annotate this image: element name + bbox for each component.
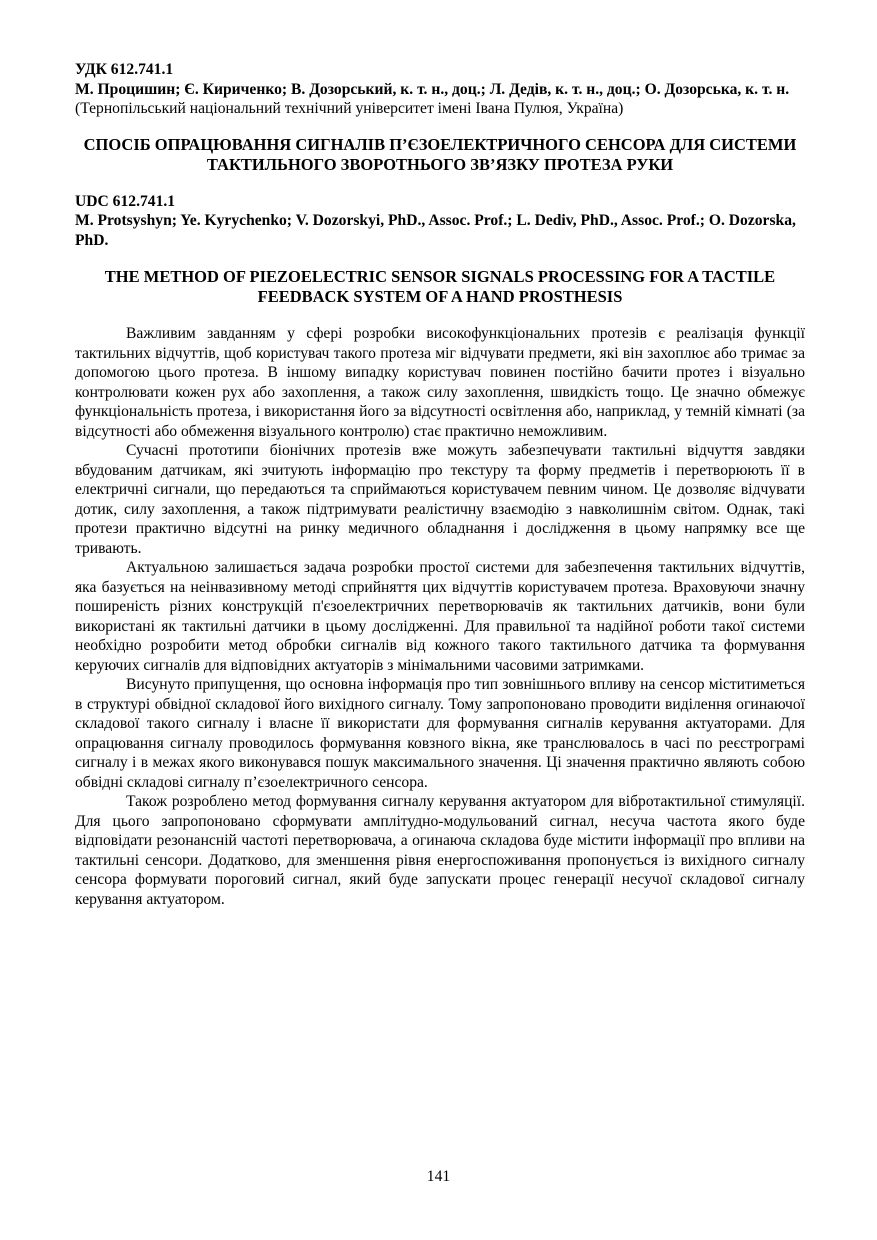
udk-code-ua: УДК 612.741.1 [75, 61, 174, 78]
authors-en: M. Protsyshyn; Ye. Kyrychenko; V. Dozorskyi, PhD., Assoc. Prof.; L. Dediv, PhD., Assoc. Prof.; O. Dozorska, PhD. [75, 212, 796, 249]
affiliation-ua: (Тернопільський національний технічний університет імені Івана Пулюя, Україна) [75, 100, 624, 117]
body-paragraph: Важливим завданням у сфері розробки високофункціональних протезів є реалізація функції тактильних відчуттів, щоб користувач такого протеза міг відчувати предмети, які він захоплює або тримає за допомогою цього протеза. В іншому випадку користувач повинен постійно бачити протез і візуально контролювати кожен рух або захоплення, а також силу захоплення, швидкість тощо. Це значно обмежує функціональність протеза, і використання його за відсутності освітлення або, наприклад, у темній кімнаті (за відсутності або обмеження візуального контролю) стає практично неможливим. [75, 325, 805, 440]
body-paragraph: Висунуто припущення, що основна інформація про тип зовнішнього впливу на сенсор міститиметься в структурі обвідної складової його вихідного сигналу. Тому запропоновано проводити виділення огинаючої складової такого сигналу і власне її використати для формування сигналів керування актуаторами. Для опрацювання сигналу проводилось формування ковзного вікна, яке транслювалось в часі по реєстрограмі сигналу і в межах якого виконувався пошук максимального значення. Ці значення практично являють собою обвідні складові сигналу п’єзоелектричного сенсора. [75, 676, 805, 791]
article-body [75, 324, 805, 909]
body-paragraph: Також розроблено метод формування сигналу керування актуатором для вібротактильної стимуляції. Для цього запропоновано сформувати амплітудно-модульований сигнал, несуча частота якого буде відповідати резонансній частоті перетворювача, а огинаюча складова буде містити інформації про впливи на тактильні сенсори. Додатково, для зменшення рівня енергоспоживання пропонується із вихідного сигналу сенсора формувати пороговий сигнал, який буде запускати процес генерації несучої складової сигналу керування актуатором. [75, 793, 805, 908]
title-en: THE METHOD OF PIEZOELECTRIC SENSOR SIGNALS PROCESSING FOR A TACTILE FEEDBACK SYSTEM OF A HAND PROSTHESIS [104, 267, 776, 306]
udc-code-en: UDC 612.741.1 [75, 192, 176, 210]
authors-ua: М. Процишин; Є. Кириченко; В. Дозорський, к. т. н., доц.; Л. Дедів, к. т. н., доц.; О. Дозорська, к. т. н. [75, 80, 790, 98]
article-page [75, 60, 805, 909]
body-paragraph: Сучасні прототипи біонічних протезів вже можуть забезпечувати тактильні відчуття завдяки вбудованим датчикам, які зчитують інформацію про текстуру та форму предметів і перетворюють її в електричні сигнали, що передаються та сприймаються користувачем певним чином. Це дозволяє відчувати дотик, силу захоплення, а також підтримувати реалістичну взаємодію з навколишнім світом. Однак, такі протези практично відсутні на ринку медичного обладнання і дослідження в цьому напрямку все ще тривають. [75, 442, 805, 557]
title-ua: СПОСІБ ОПРАЦЮВАННЯ СИГНАЛІВ П’ЄЗОЕЛЕКТРИЧНОГО СЕНСОРА ДЛЯ СИСТЕМИ ТАКТИЛЬНОГО ЗВОРОТНЬОГО ЗВ’ЯЗКУ ПРОТЕЗА РУКИ [83, 134, 797, 174]
page-number: 141 [426, 1168, 451, 1185]
body-paragraph: Актуальною залишається задача розробки простої системи для забезпечення тактильних відчуттів, яка базується на неінвазивному методі сприйняття цих відчуттів користувачем протеза. Враховуючи значну поширеність різних конструкцій п'єзоелектричних перетворювачів як тактильних датчиків, вони були використані як тактильні датчики в цьому дослідженні. Для правильної та надійної роботи такої системи необхідно розробити метод обробки сигналів від кожного такого тактильного датчика та формування керуючих сигналів для відповідних актуаторів з мінімальними часовими затримками. [75, 559, 805, 674]
